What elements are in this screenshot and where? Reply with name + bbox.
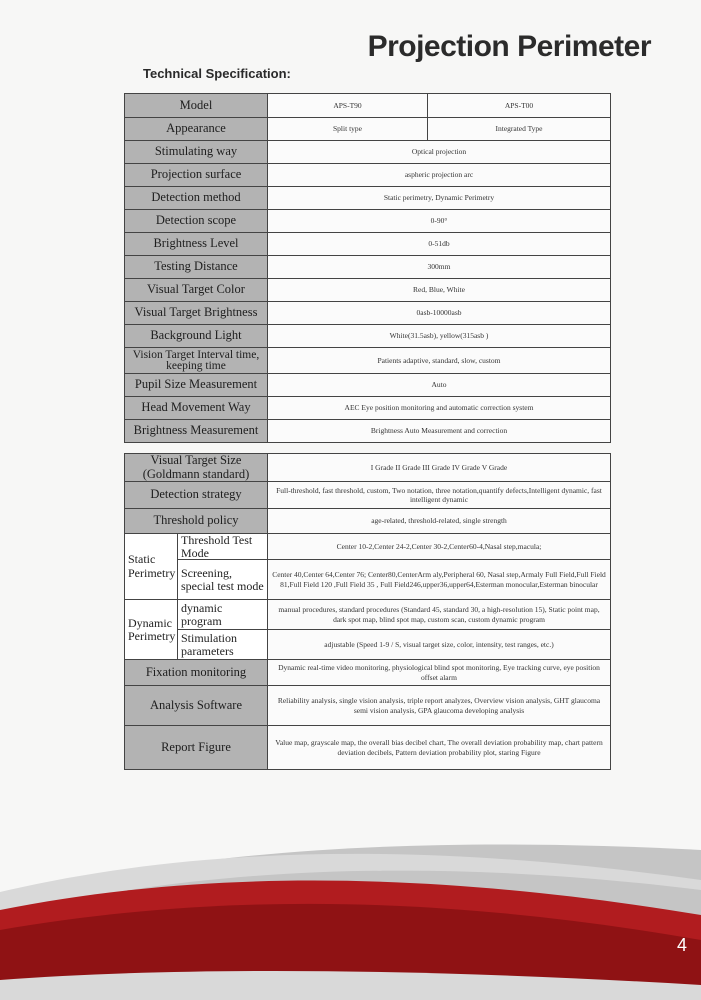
table-row xyxy=(125,141,611,164)
row-value: aspheric projection arc xyxy=(268,164,611,187)
row-value: adjustable (Speed 1-9 / S, visual target size, color, intensity, test ranges, etc.) xyxy=(268,630,611,660)
row-value: Reliability analysis, single vision analysis, triple report analyzes, Overview vision analysis, GHT glaucoma semi vision analysis, GPA glaucoma developing analysis xyxy=(268,686,611,726)
page-number: 4 xyxy=(676,935,687,955)
table-row xyxy=(125,534,611,560)
row-value: Red, Blue, White xyxy=(268,279,611,302)
row-value: 300mm xyxy=(268,256,611,279)
section-subtitle: Technical Specification: xyxy=(143,66,291,81)
row-label: Brightness Level xyxy=(125,233,268,256)
row-value: Optical projection xyxy=(268,141,611,164)
row-label: Stimulating way xyxy=(125,141,268,164)
table-row xyxy=(125,256,611,279)
row-value: I Grade II Grade III Grade IV Grade V Grade xyxy=(268,454,611,482)
row-label: Vision Target Interval time, keeping time xyxy=(125,348,268,374)
row-value: Value map, grayscale map, the overall bias decibel chart, The overall deviation probability map, chart pattern deviation decibels, Pattern deviation probability plot, staring Figure xyxy=(268,726,611,770)
row-label: Brightness Measurement xyxy=(125,420,268,443)
model-b-value: APS-T00 xyxy=(428,94,611,118)
row-label: Visual Target Size (Goldmann standard) xyxy=(125,454,268,482)
row-value: AEC Eye position monitoring and automatic correction system xyxy=(268,397,611,420)
row-label: Projection surface xyxy=(125,164,268,187)
page-title: Projection Perimeter xyxy=(367,30,651,63)
table-row xyxy=(125,279,611,302)
row-value: Center 10-2,Center 24-2,Center 30-2,Center60-4,Nasal step,macula; xyxy=(268,534,611,560)
row-value: 0-51db xyxy=(268,233,611,256)
spec-table-testing xyxy=(124,453,611,770)
row-label: Testing Distance xyxy=(125,256,268,279)
row-value: Center 40,Center 64,Center 76; Center80,CenterArm aly,Peripheral 60, Nasal step,Armaly Full Field,Full Field 81,Full Field 120 ,Full Field 35 , Full Field246,upper36,upper64,Esterman monocular,Esterman binocular xyxy=(268,560,611,600)
row-value: age-related, threshold-related, single strength xyxy=(268,509,611,534)
model-a-value: APS-T90 xyxy=(268,94,428,118)
row-label: Head Movement Way xyxy=(125,397,268,420)
table-row xyxy=(125,374,611,397)
table-row xyxy=(125,325,611,348)
table-row xyxy=(125,233,611,256)
threshold-mode-label: Threshold Test Mode xyxy=(178,534,268,560)
row-value: Auto xyxy=(268,374,611,397)
row-label: Fixation monitoring xyxy=(125,660,268,686)
row-label: Background Light xyxy=(125,325,268,348)
row-label: Analysis Software xyxy=(125,686,268,726)
footer-swoosh xyxy=(0,780,701,1000)
row-label: Pupil Size Measurement xyxy=(125,374,268,397)
table-row xyxy=(125,600,611,630)
row-label: Model xyxy=(125,94,268,118)
row-value: 0asb-10000asb xyxy=(268,302,611,325)
table-row xyxy=(125,482,611,509)
table-row xyxy=(125,94,611,118)
screening-label: Screening, special test mode xyxy=(178,560,268,600)
row-value: Brightness Auto Measurement and correction xyxy=(268,420,611,443)
table-row xyxy=(125,420,611,443)
row-value: 0-90° xyxy=(268,210,611,233)
table-row xyxy=(125,164,611,187)
row-label: Visual Target Brightness xyxy=(125,302,268,325)
table-row xyxy=(125,118,611,141)
table-row xyxy=(125,560,611,600)
row-label: Detection scope xyxy=(125,210,268,233)
row-value: White(31.5asb), yellow(315asb ) xyxy=(268,325,611,348)
table-row xyxy=(125,686,611,726)
spec-table-general xyxy=(124,93,611,443)
table-row xyxy=(125,509,611,534)
row-value: Full-threshold, fast threshold, custom, Two notation, three notation,quantify defects,Intelligent dynamic, fast intelligent dynamic xyxy=(268,482,611,509)
row-label: Appearance xyxy=(125,118,268,141)
appearance-b-value: Integrated Type xyxy=(428,118,611,141)
row-value: Dynamic real-time video monitoring, physiological blind spot monitoring, Eye tracking curve, eye position offset alarm xyxy=(268,660,611,686)
table-row xyxy=(125,630,611,660)
static-perimetry-label: Static Perimetry xyxy=(125,534,178,600)
table-row xyxy=(125,187,611,210)
table-row xyxy=(125,726,611,770)
appearance-a-value: Split type xyxy=(268,118,428,141)
row-label: Detection method xyxy=(125,187,268,210)
row-label: Visual Target Color xyxy=(125,279,268,302)
row-value: manual procedures, standard procedures (Standard 45, standard 30, a high-resolution 15), Static point map, dark spot map, blind spot map, custom scan, custom dynamic program xyxy=(268,600,611,630)
row-value: Static perimetry, Dynamic Perimetry xyxy=(268,187,611,210)
dynamic-program-label: dynamic program xyxy=(178,600,268,630)
table-row xyxy=(125,348,611,374)
row-label: Threshold policy xyxy=(125,509,268,534)
table-row xyxy=(125,397,611,420)
row-label: Detection strategy xyxy=(125,482,268,509)
table-row xyxy=(125,454,611,482)
table-row xyxy=(125,302,611,325)
row-label: Report Figure xyxy=(125,726,268,770)
table-row xyxy=(125,210,611,233)
table-row xyxy=(125,660,611,686)
dynamic-perimetry-label: Dynamic Perimetry xyxy=(125,600,178,660)
row-value: Patients adaptive, standard, slow, custom xyxy=(268,348,611,374)
stimulation-label: Stimulation parameters xyxy=(178,630,268,660)
